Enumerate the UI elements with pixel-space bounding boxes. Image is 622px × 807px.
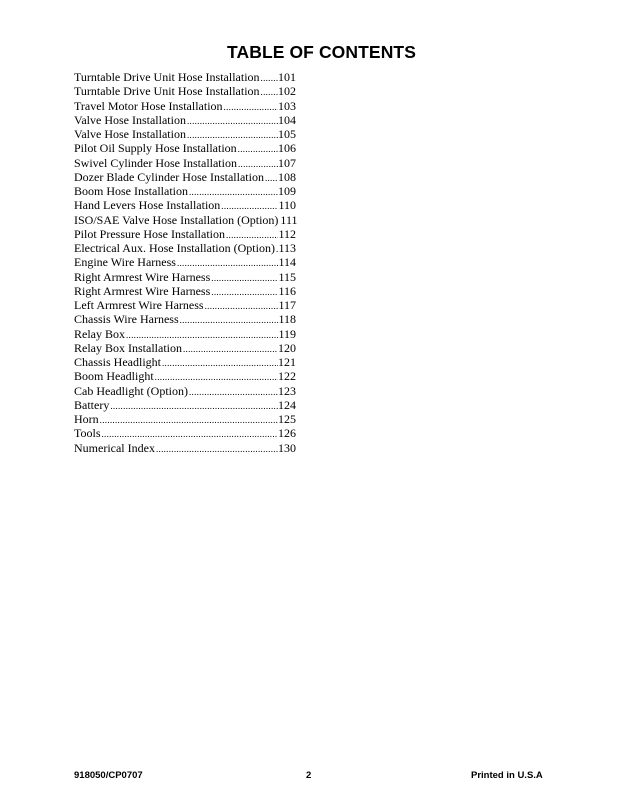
toc-dot-leader: [204, 299, 279, 313]
toc-entry-title: Electrical Aux. Hose Installation (Option): [74, 241, 275, 255]
toc-entry[interactable]: [74, 398, 296, 412]
toc-dot-leader: [182, 342, 278, 356]
toc-entry[interactable]: [74, 227, 296, 241]
toc-entry-title: Valve Hose Installation: [74, 112, 186, 127]
toc-entry-title: Cab Headlight (Option): [74, 383, 188, 398]
toc-entry-title: Chassis Headlight: [74, 355, 161, 369]
toc-dot-leader: [188, 185, 278, 199]
toc-entry-title: Chassis Wire Harness: [74, 312, 179, 327]
toc-entry-page: 112: [278, 226, 296, 241]
toc-entry-page: 113: [278, 241, 296, 255]
toc-entry-title: Right Armrest Wire Harness: [74, 269, 211, 284]
toc-entry[interactable]: [74, 127, 296, 141]
toc-entry-page: 105: [278, 127, 296, 141]
toc-entry-page: 124: [278, 397, 296, 412]
toc-entry[interactable]: [74, 70, 296, 84]
toc-dot-leader: [101, 427, 279, 441]
toc-entry[interactable]: [74, 141, 296, 155]
toc-entry[interactable]: [74, 184, 296, 198]
toc-dot-leader: [161, 356, 278, 370]
toc-entry[interactable]: [74, 312, 296, 326]
toc-entry-page: 111: [280, 212, 298, 227]
toc-entry[interactable]: [74, 270, 296, 284]
toc-dot-leader: [99, 413, 278, 427]
toc-dot-leader: [260, 85, 278, 99]
toc-dot-leader: [176, 256, 279, 270]
toc-entry-title: Horn: [74, 412, 99, 426]
toc-dot-leader: [237, 142, 278, 156]
toc-entry-title: Dozer Blade Cylinder Hose Installation: [74, 169, 264, 184]
toc-dot-leader: [237, 157, 278, 171]
toc-entry-page: 130: [278, 440, 296, 455]
toc-entry-title: Pilot Oil Supply Hose Installation: [74, 141, 237, 156]
toc-entry[interactable]: [74, 441, 296, 455]
footer-printed-in: Printed in U.S.A: [471, 770, 543, 781]
toc-dot-leader: [188, 385, 278, 399]
toc-dot-leader: [260, 71, 278, 85]
toc-entry[interactable]: [74, 355, 296, 369]
toc-dot-leader: [186, 114, 278, 128]
toc-entry-page: 118: [278, 312, 296, 327]
toc-entry-page: 119: [278, 326, 296, 341]
toc-entry-title: Right Armrest Wire Harness: [74, 283, 211, 298]
toc-entry[interactable]: [74, 170, 296, 184]
toc-entry-page: 108: [278, 169, 296, 184]
toc-entry[interactable]: [74, 384, 296, 398]
toc-entry-page: 125: [278, 412, 296, 426]
toc-dot-leader: [220, 199, 278, 213]
footer-doc-number: 918050/CP0707: [74, 770, 143, 781]
toc-entry[interactable]: [74, 327, 296, 341]
toc-entry-title: Boom Headlight: [74, 369, 154, 384]
toc-entry-page: 116: [278, 283, 296, 298]
toc-entry[interactable]: [74, 198, 296, 212]
toc-entry[interactable]: [74, 213, 296, 227]
toc-entry-page: 104: [278, 112, 296, 127]
toc-entry-page: 115: [278, 269, 296, 284]
toc-dot-leader: [186, 128, 278, 142]
toc-entry-page: 120: [278, 340, 296, 355]
toc-entry[interactable]: [74, 298, 296, 312]
toc-entry-title: Relay Box Installation: [74, 340, 182, 355]
toc-entry-title: Numerical Index: [74, 440, 155, 455]
toc-entry-page: 106: [278, 141, 296, 156]
toc-entry-page: 121: [278, 355, 296, 369]
toc-entry-title: Pilot Pressure Hose Installation: [74, 226, 225, 241]
toc-entry-page: 122: [278, 369, 296, 384]
toc-entry[interactable]: [74, 369, 296, 383]
toc-dot-leader: [225, 228, 278, 242]
toc-entry-title: Turntable Drive Unit Hose Installation: [74, 70, 260, 84]
toc-entry-title: Tools: [74, 426, 101, 441]
toc-entry-page: 114: [278, 255, 296, 270]
toc-entry-title: Left Armrest Wire Harness: [74, 298, 204, 312]
toc-entry-page: 117: [278, 298, 296, 312]
toc-entry-title: Turntable Drive Unit Hose Installation: [74, 84, 260, 99]
toc-entry[interactable]: [74, 341, 296, 355]
toc-entry-title: ISO/SAE Valve Hose Installation (Option): [74, 212, 279, 227]
toc-entry-page: 101: [278, 70, 296, 84]
toc-entry-page: 110: [278, 198, 296, 213]
toc-entry[interactable]: [74, 255, 296, 269]
toc-entry-page: 103: [278, 98, 296, 113]
toc-entry[interactable]: [74, 241, 296, 255]
toc-dot-leader: [210, 271, 278, 285]
toc-entry[interactable]: [74, 426, 296, 440]
toc-entry-page: 107: [278, 155, 296, 170]
toc-entry[interactable]: [74, 113, 296, 127]
toc-entry[interactable]: [74, 156, 296, 170]
toc-dot-leader: [125, 328, 278, 342]
toc-dot-leader: [210, 285, 278, 299]
toc-entry-title: Travel Motor Hose Installation: [74, 98, 223, 113]
toc-entry[interactable]: [74, 412, 296, 426]
toc-entry[interactable]: [74, 284, 296, 298]
toc-entry[interactable]: [74, 99, 296, 113]
toc-entry-title: Boom Hose Installation: [74, 184, 188, 198]
toc-dot-leader: [155, 442, 278, 456]
toc-entry-page: 102: [278, 84, 296, 99]
toc-entry[interactable]: [74, 84, 296, 98]
toc-entry-page: 126: [278, 426, 296, 441]
footer-page-number: 2: [306, 770, 312, 781]
table-of-contents: [74, 70, 296, 455]
toc-entry-title: Valve Hose Installation: [74, 127, 186, 141]
toc-entry-title: Hand Levers Hose Installation: [74, 198, 221, 213]
toc-entry-title: Swivel Cylinder Hose Installation: [74, 155, 237, 170]
toc-dot-leader: [154, 370, 278, 384]
toc-entry-page: 109: [278, 184, 296, 198]
toc-entry-title: Battery: [74, 397, 110, 412]
toc-dot-leader: [109, 399, 278, 413]
toc-entry-title: Engine Wire Harness: [74, 255, 176, 270]
page-title: TABLE OF CONTENTS: [226, 42, 416, 62]
toc-dot-leader: [264, 171, 278, 185]
toc-dot-leader: [223, 100, 278, 114]
toc-entry-title: Relay Box: [74, 326, 125, 341]
toc-entry-page: 123: [278, 383, 296, 398]
toc-dot-leader: [179, 313, 279, 327]
